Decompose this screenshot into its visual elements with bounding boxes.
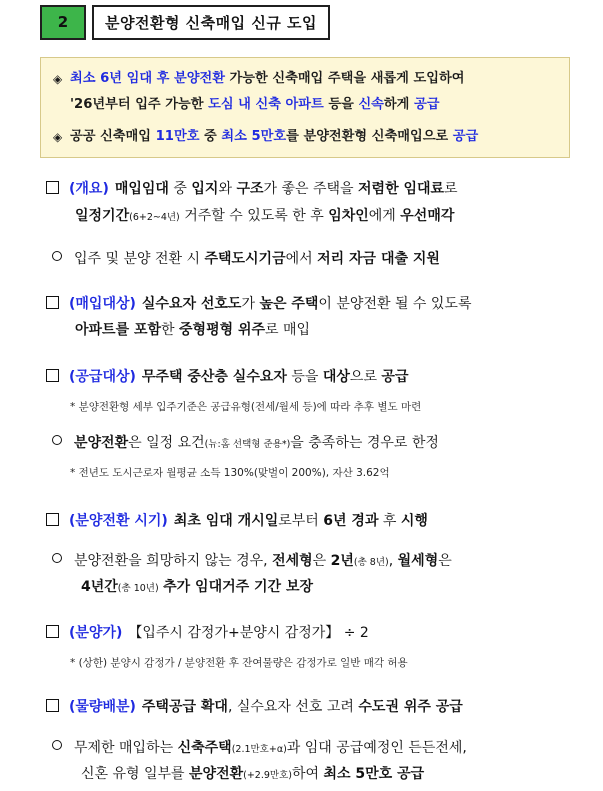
supply-target-line-1 [142, 369, 409, 385]
text-run: 실수요자 선호도 [141, 296, 242, 312]
text-run: 가능한 신축매입 주택을 새롭게 도입하여 [224, 71, 465, 86]
text-run: (2.1만호+α) [231, 744, 287, 755]
checkbox-bullet-icon [46, 369, 59, 382]
sale-price-tag: (분양가) [69, 625, 123, 641]
volume-allocation-subitem-line-2 [52, 759, 424, 791]
overview-line-2 [46, 208, 454, 224]
text-run: 은 [438, 553, 452, 569]
text-run: 중 [199, 129, 222, 144]
text-run: 은 일정 요건 [128, 435, 205, 451]
summary-bullet-1-line-2 [53, 92, 559, 118]
text-run: 주택도시기금 [204, 251, 286, 267]
text-run: 월세형 [397, 553, 439, 569]
text-run: 2년 [330, 553, 354, 569]
text-run: 전세형 [272, 553, 313, 569]
text-run: 수도권 위주 공급 [358, 699, 463, 715]
text-run: (총 10년) [117, 583, 159, 594]
purchase-target-item-line-2 [46, 315, 310, 345]
sale-price-line-1 [128, 625, 368, 641]
checkbox-bullet-icon [46, 513, 59, 526]
text-run: , 실수요자 선호 고려 [227, 699, 359, 715]
text-run: 구조 [236, 181, 264, 197]
section-header [40, 5, 330, 39]
text-run: 최소 5만호 [221, 129, 287, 144]
volume-allocation-sub-line-1 [74, 740, 467, 756]
conversion-timing-tag: (분양전환 시기) [69, 513, 168, 529]
text-run: '26년부터 입주 가능한 [70, 97, 209, 112]
checkbox-bullet-icon [46, 181, 59, 194]
conversion-timing-sub-line-2 [52, 579, 313, 595]
volume-allocation-sub-line-2 [52, 766, 424, 782]
section-title: 분양전환형 신축매입 신규 도입 [105, 13, 318, 32]
text-run: 입지 [191, 181, 219, 197]
overview-item-line-2 [46, 201, 454, 233]
overview-line-1 [115, 181, 458, 197]
text-run: 을 충족하는 경우로 한정 [290, 435, 439, 451]
overview-subitem [52, 244, 440, 274]
section-number-badge [40, 5, 86, 40]
text-run: 주택공급 확대 [141, 699, 228, 715]
text-run: (뉴:홈 선택형 준용*) [204, 439, 291, 450]
text-run: , [388, 553, 398, 569]
section-title-box [92, 5, 330, 40]
text-run: 6년 경과 [323, 513, 379, 529]
text-run: 에게 [368, 208, 401, 224]
text-run: (+2.9만호) [243, 770, 292, 781]
text-run: 【입주시 감정가+분양시 감정가】 ÷ 2 [128, 625, 369, 641]
circle-bullet-icon [52, 435, 62, 445]
circle-bullet-icon [52, 740, 62, 750]
text-run: 은 [312, 553, 331, 569]
text-run: 등을 [323, 97, 359, 112]
text-run: 저리 자금 대출 지원 [317, 251, 440, 267]
text-run: 으로 [349, 369, 382, 385]
overview-sub-text [74, 251, 440, 267]
diamond-bullet-icon: ◈ [53, 130, 63, 144]
summary-bullet-1-line-1 [70, 66, 464, 92]
text-run: 를 분양전환형 신축매입으로 [286, 129, 453, 144]
checkbox-bullet-icon [46, 296, 59, 309]
text-run: 입주 및 분양 전환 시 [74, 251, 205, 267]
text-run: 11만호 [155, 129, 200, 144]
supply-target-tag: (공급대상) [69, 369, 136, 385]
purchase-target-line-1 [142, 296, 472, 312]
diamond-bullet-icon: ◈ [53, 72, 63, 86]
circle-bullet-icon [52, 553, 62, 563]
text-run: (6+2~4년) [129, 212, 180, 223]
text-run: 우선매각 [400, 208, 455, 224]
summary-bullet-1 [53, 66, 559, 92]
checkbox-bullet-icon [46, 699, 59, 712]
overview-tag: (개요) [69, 181, 109, 197]
text-run: 로 [444, 181, 458, 197]
supply-target-sub-text [74, 435, 439, 451]
supply-target-note-1: * 분양전환형 세부 입주기준은 공급유형(전세/월세 등)에 따라 추후 별도 마련 [70, 401, 422, 413]
conversion-timing-subitem-line-2 [52, 572, 313, 604]
volume-allocation-tag: (물량배분) [69, 699, 136, 715]
purchase-target-tag: (매입대상) [69, 296, 136, 312]
conversion-timing-line-1 [174, 513, 428, 529]
supply-target-item [46, 362, 408, 392]
text-run: 4년간 [81, 579, 118, 595]
text-run: 로부터 [278, 513, 324, 529]
text-run: 거주할 수 있도록 한 후 [179, 208, 329, 224]
text-run: 아파트를 포함 [75, 322, 162, 338]
text-run: 가 [241, 296, 260, 312]
text-run: (총 8년) [353, 557, 389, 568]
overview-item [46, 174, 458, 204]
text-run: 최소 6년 임대 후 분양전환 [70, 71, 225, 86]
text-run: 가 좋은 주택을 [263, 181, 359, 197]
purchase-target-line-2 [46, 322, 310, 338]
text-run: 로 매입 [265, 322, 311, 338]
section-number: 2 [57, 13, 69, 31]
text-run: 공급 [414, 97, 440, 112]
text-run: 중 [168, 181, 192, 197]
text-run: 과 임대 공급예정인 든든전세, [286, 740, 467, 756]
text-run: 공공 신축매입 [70, 129, 156, 144]
text-run: 에서 [285, 251, 318, 267]
text-run: 후 [378, 513, 401, 529]
sale-price-item [46, 618, 369, 648]
text-run: 중형평형 위주 [179, 322, 266, 338]
text-run: 하여 [291, 766, 324, 782]
text-run: 공급 [381, 369, 409, 385]
summary-bullet-2-text [70, 124, 478, 150]
text-run: 신속 [358, 97, 384, 112]
text-run: 분양전환을 희망하지 않는 경우, [74, 553, 273, 569]
text-run: 분양전환 [189, 766, 244, 782]
text-run: 한 [161, 322, 180, 338]
text-run: 매입임대 [114, 181, 169, 197]
text-run: 추가 임대거주 기간 보장 [163, 579, 313, 595]
text-run: 대상 [322, 369, 350, 385]
text-run: 무주택 중산층 실수요자 [141, 369, 287, 385]
text-run: 높은 주택 [259, 296, 319, 312]
text-run: 분양전환 [74, 435, 129, 451]
text-run: 최초 임대 개시일 [173, 513, 279, 529]
text-run: 신축주택 [177, 740, 232, 756]
volume-allocation-line-1 [142, 699, 463, 715]
summary-box [40, 57, 570, 158]
text-run: 하게 [383, 97, 414, 112]
text-run: 등을 [286, 369, 323, 385]
text-run: 저렴한 임대료 [358, 181, 445, 197]
text-run: 무제한 매입하는 [74, 740, 178, 756]
supply-target-subitem [52, 428, 439, 460]
text-run: 도심 내 신축 아파트 [208, 97, 324, 112]
checkbox-bullet-icon [46, 625, 59, 638]
text-run: 신혼 유형 일부를 [81, 766, 190, 782]
summary-bullet-2 [53, 124, 559, 150]
text-run: 와 [218, 181, 237, 197]
text-run: 최소 5만호 공급 [323, 766, 425, 782]
volume-allocation-item [46, 692, 463, 722]
circle-bullet-icon [52, 251, 62, 261]
text-run: 일정기간 [75, 208, 130, 224]
text-run: 이 분양전환 될 수 있도록 [318, 296, 472, 312]
text-run: 시행 [400, 513, 428, 529]
conversion-timing-item [46, 506, 428, 536]
supply-target-note-2: * 전년도 도시근로자 월평균 소득 130%(맞벌이 200%), 자산 3.62억 [70, 467, 390, 479]
text-run: 공급 [452, 129, 479, 144]
text-run: 임차인 [328, 208, 369, 224]
sale-price-note: * (상한) 분양시 감정가 / 분양전환 후 잔여물량은 감정가로 일반 매각 허용 [70, 657, 408, 669]
conversion-timing-sub-line-1 [74, 553, 452, 569]
